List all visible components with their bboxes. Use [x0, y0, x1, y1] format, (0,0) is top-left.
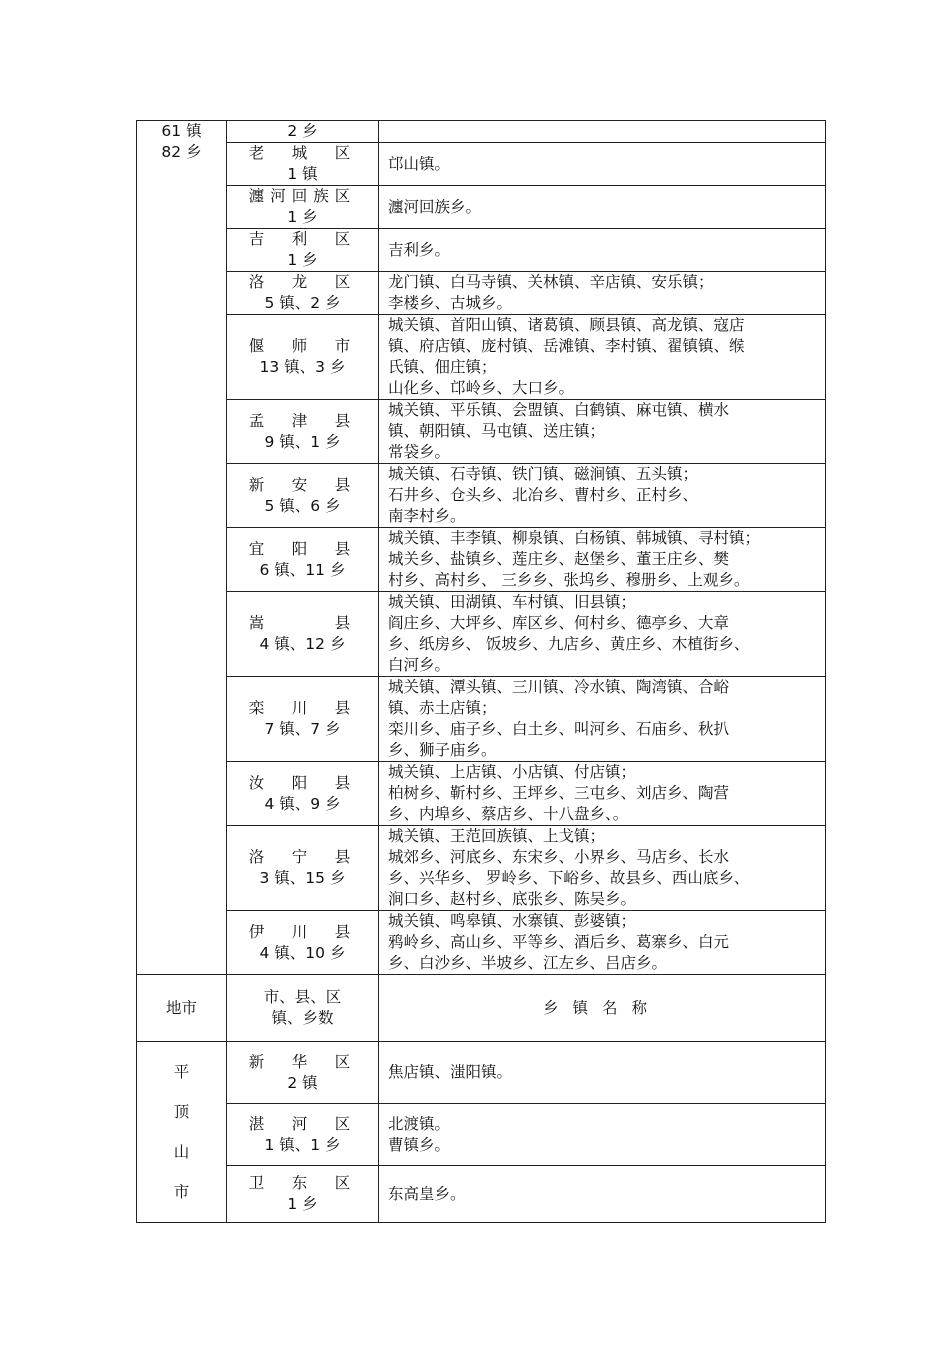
district-count: 4 镇、9 乡: [264, 794, 341, 813]
towns-cell: [379, 229, 826, 272]
district-count: 9 镇、1 乡: [264, 432, 341, 451]
towns-cell: [379, 272, 826, 315]
district-name: 嵩 县: [248, 614, 357, 632]
towns-cell: [379, 911, 826, 975]
district-cell: [227, 229, 379, 272]
towns-line: 城关镇、石寺镇、铁门镇、磁涧镇、五头镇；: [388, 465, 699, 483]
towns-line: 瀍河回族乡。: [388, 197, 482, 216]
district-cell: [227, 315, 379, 400]
district-cell: [227, 143, 379, 186]
towns-cell: [379, 528, 826, 592]
district-name: 新 华 区: [248, 1052, 357, 1071]
towns-line: 城关镇、丰李镇、柳泉镇、白杨镇、韩城镇、寻村镇；: [388, 529, 761, 547]
towns-line: 乡、内埠乡、蔡店乡、十八盘乡、。: [388, 805, 629, 823]
towns-line: 镇、赤土店镇；: [388, 699, 497, 717]
district-cell: [227, 762, 379, 826]
towns-cell: [379, 1166, 826, 1223]
towns-line: 乡、白沙乡、半坡乡、江左乡、吕店乡。: [388, 954, 668, 972]
table-row: [137, 826, 826, 911]
towns-line: 龙门镇、白马寺镇、关林镇、辛店镇、安乐镇；: [388, 273, 714, 291]
towns-cell: [379, 400, 826, 464]
towns-line: 吉利乡。: [388, 240, 451, 259]
district-name: 偃 师 市: [248, 337, 357, 355]
towns-line: 城关镇、王范回族镇、上戈镇；: [388, 827, 606, 845]
table-row: [137, 400, 826, 464]
district-count: 5 镇、2 乡: [264, 294, 341, 312]
towns-line: 曹镇乡。: [388, 1135, 451, 1154]
district-name: 吉 利 区: [248, 230, 357, 248]
table-row: [137, 677, 826, 762]
header-city: [137, 975, 227, 1042]
district-name: 湛 河 区: [248, 1114, 357, 1133]
district-count: 1 镇、1 乡: [264, 1135, 341, 1154]
towns-line: 柏树乡、靳村乡、王坪乡、三屯乡、刘店乡、陶营: [388, 784, 730, 802]
towns-line: 栾川乡、庙子乡、白土乡、叫河乡、石庙乡、秋扒: [388, 720, 730, 738]
towns-line: 城关镇、上店镇、小店镇、付店镇；: [388, 763, 637, 781]
district-count: 2 镇: [287, 1073, 318, 1092]
table-row: [137, 464, 826, 528]
district-cell: [227, 400, 379, 464]
towns-cell: [379, 826, 826, 911]
district-cell: [227, 464, 379, 528]
towns-line: 李楼乡、古城乡。: [388, 294, 513, 312]
district-count: 1 乡: [287, 251, 318, 269]
towns-cell: [379, 1104, 826, 1166]
towns-cell: [379, 315, 826, 400]
region-count-line: 61 镇: [161, 122, 202, 140]
towns-cell: [379, 143, 826, 186]
city-name-cell: [137, 1042, 227, 1223]
towns-line: 村乡、高村乡、 三乡乡、张坞乡、穆册乡、上观乡。: [388, 571, 750, 589]
towns-line: 城关镇、首阳山镇、诸葛镇、顾县镇、高龙镇、寇店: [388, 316, 745, 334]
towns-cell: [379, 1042, 826, 1104]
header-city-label: 地市: [165, 998, 197, 1017]
towns-line: 城关镇、平乐镇、会盟镇、白鹤镇、麻屯镇、横水: [388, 401, 730, 419]
header-towns: [379, 975, 826, 1042]
towns-line: 城关镇、田湖镇、车村镇、旧县镇；: [388, 593, 637, 611]
district-name: 宜 阳 县: [248, 539, 357, 558]
district-name: 新 安 县: [248, 475, 357, 494]
district-name: 孟 津 县: [248, 411, 357, 430]
district-name: 洛 龙 区: [248, 273, 357, 291]
district-count: 1 镇: [287, 165, 318, 183]
city-name-char: 山: [173, 1143, 190, 1161]
towns-line: 镇、朝阳镇、马屯镇、送庄镇；: [388, 422, 606, 440]
district-count: 1 乡: [287, 208, 318, 226]
district-name: 洛 宁 县: [248, 848, 357, 866]
towns-line: 城关镇、潭头镇、三川镇、冷水镇、陶湾镇、合峪: [388, 678, 730, 696]
towns-cell: [379, 762, 826, 826]
district-count: 4 镇、12 乡: [259, 635, 346, 653]
header-district-count: [227, 975, 379, 1042]
district-cell: [227, 677, 379, 762]
district-count: 1 乡: [287, 1195, 318, 1213]
district-count: 7 镇、7 乡: [264, 720, 341, 738]
towns-line: 乡、狮子庙乡。: [388, 741, 497, 759]
header-towns-label: 乡镇名称: [542, 998, 661, 1017]
towns-line: 白河乡。: [388, 656, 451, 674]
district-count: 3 镇、15 乡: [259, 869, 346, 887]
table-row: [137, 528, 826, 592]
district-cell: [227, 272, 379, 315]
towns-line: 涧口乡、赵村乡、底张乡、陈吴乡。: [388, 890, 637, 908]
district-name: 汝 阳 县: [248, 773, 357, 792]
district-cell: [227, 1166, 379, 1223]
table-row: [137, 272, 826, 315]
towns-line: 南李村乡。: [388, 507, 466, 525]
district-cell: [227, 121, 379, 143]
city-name-char: 市: [173, 1183, 190, 1201]
table-row: [137, 911, 826, 975]
table-row: [137, 592, 826, 677]
towns-line: 城关乡、盐镇乡、莲庄乡、赵堡乡、董王庄乡、樊: [388, 550, 730, 568]
district-cell: [227, 911, 379, 975]
towns-line: 常袋乡。: [388, 443, 451, 461]
table-row: [137, 1104, 826, 1166]
towns-line: 镇、府店镇、庞村镇、岳滩镇、李村镇、翟镇镇、缑: [388, 337, 745, 355]
towns-line: 城关镇、鸣皋镇、水寨镇、彭婆镇；: [388, 912, 637, 930]
towns-line: 邙山镇。: [388, 154, 451, 173]
district-count: 6 镇、11 乡: [259, 560, 346, 579]
table-row: [137, 315, 826, 400]
towns-line: 氏镇、佃庄镇；: [388, 358, 497, 376]
towns-cell: [379, 677, 826, 762]
header-row: [137, 975, 826, 1042]
towns-cell: [379, 592, 826, 677]
city-name-char: 顶: [173, 1103, 190, 1121]
towns-line: 鸦岭乡、高山乡、平等乡、酒后乡、葛寨乡、白元: [388, 933, 730, 951]
district-name: 卫 东 区: [248, 1174, 357, 1192]
towns-line: 城郊乡、河底乡、东宋乡、小界乡、马店乡、长水: [388, 848, 730, 866]
towns-line: 东高皇乡。: [388, 1184, 466, 1203]
table-row: [137, 143, 826, 186]
header-district-count-line: 市、县、区: [263, 988, 342, 1006]
district-count: 2 乡: [287, 122, 318, 140]
district-cell: [227, 186, 379, 229]
district-name: 老 城 区: [248, 144, 357, 162]
towns-line: 焦店镇、滍阳镇。: [388, 1063, 513, 1081]
district-count: 5 镇、6 乡: [264, 496, 341, 515]
towns-line: 阎庄乡、大坪乡、库区乡、何村乡、德亭乡、大章: [388, 614, 730, 632]
region-count-line: 82 乡: [161, 143, 202, 161]
towns-line: 乡、纸房乡、 饭坡乡、九店乡、黄庄乡、木植街乡、: [388, 635, 750, 653]
township-table: [136, 120, 826, 1223]
district-count: 4 镇、10 乡: [259, 943, 346, 962]
district-cell: [227, 1042, 379, 1104]
towns-line: 石井乡、仓头乡、北冶乡、曹村乡、正村乡、: [388, 486, 699, 504]
table-row: [137, 121, 826, 143]
header-district-count-line: 镇、乡数: [271, 1009, 334, 1027]
district-cell: [227, 592, 379, 677]
district-name: 瀍河回族区: [248, 187, 357, 205]
district-name: 栾 川 县: [248, 699, 357, 717]
table-row: [137, 229, 826, 272]
towns-line: 北渡镇。: [388, 1114, 451, 1133]
district-name: 伊 川 县: [248, 922, 357, 941]
district-cell: [227, 826, 379, 911]
table-row: [137, 762, 826, 826]
district-count: 13 镇、3 乡: [259, 358, 346, 376]
city-name-char: 平: [173, 1063, 190, 1081]
region-count-cell: [137, 121, 227, 975]
towns-cell: [379, 121, 826, 143]
towns-cell: [379, 186, 826, 229]
towns-cell: [379, 464, 826, 528]
table-row: [137, 186, 826, 229]
district-cell: [227, 1104, 379, 1166]
table-row: [137, 1042, 826, 1104]
towns-line: 乡、兴华乡、 罗岭乡、下峪乡、故县乡、西山底乡、: [388, 869, 750, 887]
table-row: [137, 1166, 826, 1223]
district-cell: [227, 528, 379, 592]
towns-line: 山化乡、邙岭乡、大口乡。: [388, 379, 575, 397]
